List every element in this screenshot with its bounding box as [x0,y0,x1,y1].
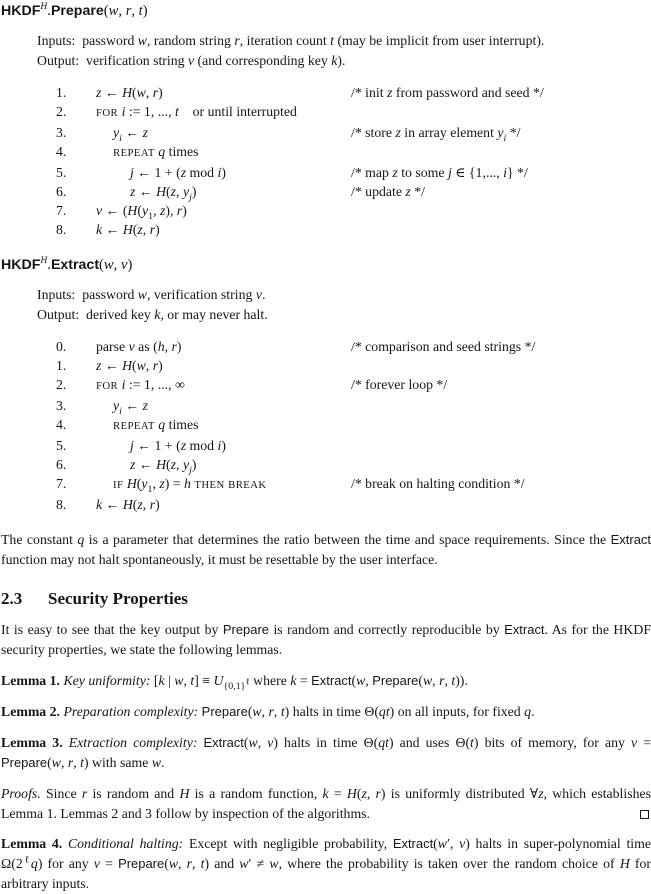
code-line [56,142,651,163]
qed-box [640,810,649,819]
algorithm-extract-output: Output: derived key k, or may never halt. [37,307,268,322]
line-code: z ← H(w, r) [96,85,163,100]
line-number: 0. [56,339,67,354]
line-number: 7. [56,476,67,491]
line-code: FOR i := 1, ..., ∞ [96,377,185,392]
lemma-2: Lemma 2. Preparation complexity: Prepare(w, r, t) halts in time Θ(qt) on all inputs, for fixed q. [1,704,535,719]
line-comment: /* break on halting condition */ [351,476,525,491]
line-code: parse v as (h, r) [96,339,182,354]
line-code: z ← H(w, r) [96,358,163,373]
proofs-paragraph: Proofs. Since r is random and H is a random function, k = H(z, r) is uniformly distributed ∀z, which establishes Lemma 1. Lemmas 2 and 3 follow by inspection of the algorithms. [1,786,651,821]
code-line [56,356,651,375]
line-comment [351,356,651,375]
algorithm-prepare-io [37,31,651,71]
line-number: 4. [56,417,67,432]
algorithm-prepare-inputs: Inputs: password w, random string r, iteration count t (may be implicit from user interrupt). [37,33,545,48]
code-line [56,436,651,455]
line-comment [351,415,651,436]
algorithm-prepare [1,2,651,239]
line-number: 8. [56,222,67,237]
code-line [56,495,651,514]
line-comment [351,142,651,163]
lemma-4: Lemma 4. Conditional halting: Except with negligible probability, Extract(w′, v) halts in super-polynomial time $\Omega(2^\ell q)$ for any v = Prepare(w, r, t) and w′ ≠ w, where the probability is taken over the random choice of H for arbitrary inputs. [1,836,651,891]
lemma-3: Lemma 3. Extraction complexity: Extract(w, v) halts in time Θ(qt) and uses Θ(t) bits of memory, for any v = Prepare(w, r, t) with same w. [1,735,651,770]
code-line [56,415,651,436]
line-code: $y_i$ ← z [113,125,148,144]
algorithm-extract [1,256,651,514]
line-comment: /* forever loop */ [351,377,448,392]
line-code: z ← H(z, $y_j$) [130,457,197,476]
code-line [56,201,651,220]
line-code: k ← H(z, r) [96,497,160,512]
code-line [56,396,651,415]
line-comment [351,396,651,415]
line-code: IF $H(y_1$, z) = h THEN BREAK [113,476,267,495]
section-number: 2.3 [1,589,23,608]
algorithm-extract-code [56,337,651,514]
line-comment: /* store z in array element $y_i$ */ [351,125,521,144]
section-title: Security Properties [48,589,188,608]
lemma-1: Lemma 1. Key uniformity: [k | w, $t] \equiv U_{\{0,1\}^\ell}$ where k = Extract(w, Prepare(w, r, t)). [1,673,468,692]
line-code: REPEAT q times [113,144,199,159]
paragraph-constant-q: The constant q is a parameter that determines the ratio between the time and space requirements. Since the Extract function may not halt spontaneously, it must be resettable by the user interface. [1,532,651,567]
paragraph-intro-lemmas: It is easy to see that the key output by Prepare is random and correctly reproducible by Extract. As for the HKDF security properties, we state the following lemmas. [1,622,651,657]
code-line [56,474,651,495]
line-code: FOR i := 1, ..., t or until interrupted [96,104,297,119]
code-line [56,83,651,102]
line-number: 2. [56,104,67,119]
line-comment: /* comparison and seed strings */ [351,339,536,354]
algorithm-prepare-code [56,83,651,239]
code-line [56,102,651,123]
section-heading [1,588,651,610]
code-line [56,182,651,201]
line-comment: /* update z */ [351,184,425,199]
algorithm-prepare-output: Output: verification string v (and corresponding key k). [37,53,346,68]
code-line [56,455,651,474]
line-number: 4. [56,144,67,159]
line-code: z ← H(z, $y_j$) [130,184,197,203]
line-number: 6. [56,184,67,199]
line-number: 1. [56,358,67,373]
line-number: 1. [56,85,67,100]
code-line [56,337,651,356]
algorithm-extract-inputs: Inputs: password w, verification string v. [37,287,266,302]
code-line [56,375,651,396]
line-comment [351,436,651,455]
line-number: 5. [56,438,67,453]
line-comment [351,495,651,514]
algorithm-extract-io [37,285,651,325]
line-code: j ← 1 + (z mod i) [130,165,226,180]
line-number: 8. [56,497,67,512]
line-code: v ← ($H(y_1$, z), r) [96,203,187,222]
algorithm-prepare-title: $HKDF^H.Prepare(w$, r, t) [1,2,148,19]
line-comment: /* map z to some j ∈ {1,..., i} */ [351,165,528,180]
line-comment [351,220,651,239]
algorithm-extract-title: $HKDF^H.Extract(w$, v) [1,256,133,273]
line-number: 2. [56,377,67,392]
code-line [56,123,651,142]
line-comment [351,455,651,474]
line-number: 3. [56,125,67,140]
line-number: 3. [56,398,67,413]
line-number: 7. [56,203,67,218]
line-number: 5. [56,165,67,180]
line-code: j ← 1 + (z mod i) [130,438,226,453]
line-comment [351,201,651,220]
line-comment [351,102,651,123]
line-comment: /* init z from password and seed */ [351,85,544,100]
line-code: REPEAT q times [113,417,199,432]
line-code: $y_i$ ← z [113,398,148,417]
code-line [56,163,651,182]
line-number: 6. [56,457,67,472]
line-code: k ← H(z, r) [96,222,160,237]
code-line [56,220,651,239]
